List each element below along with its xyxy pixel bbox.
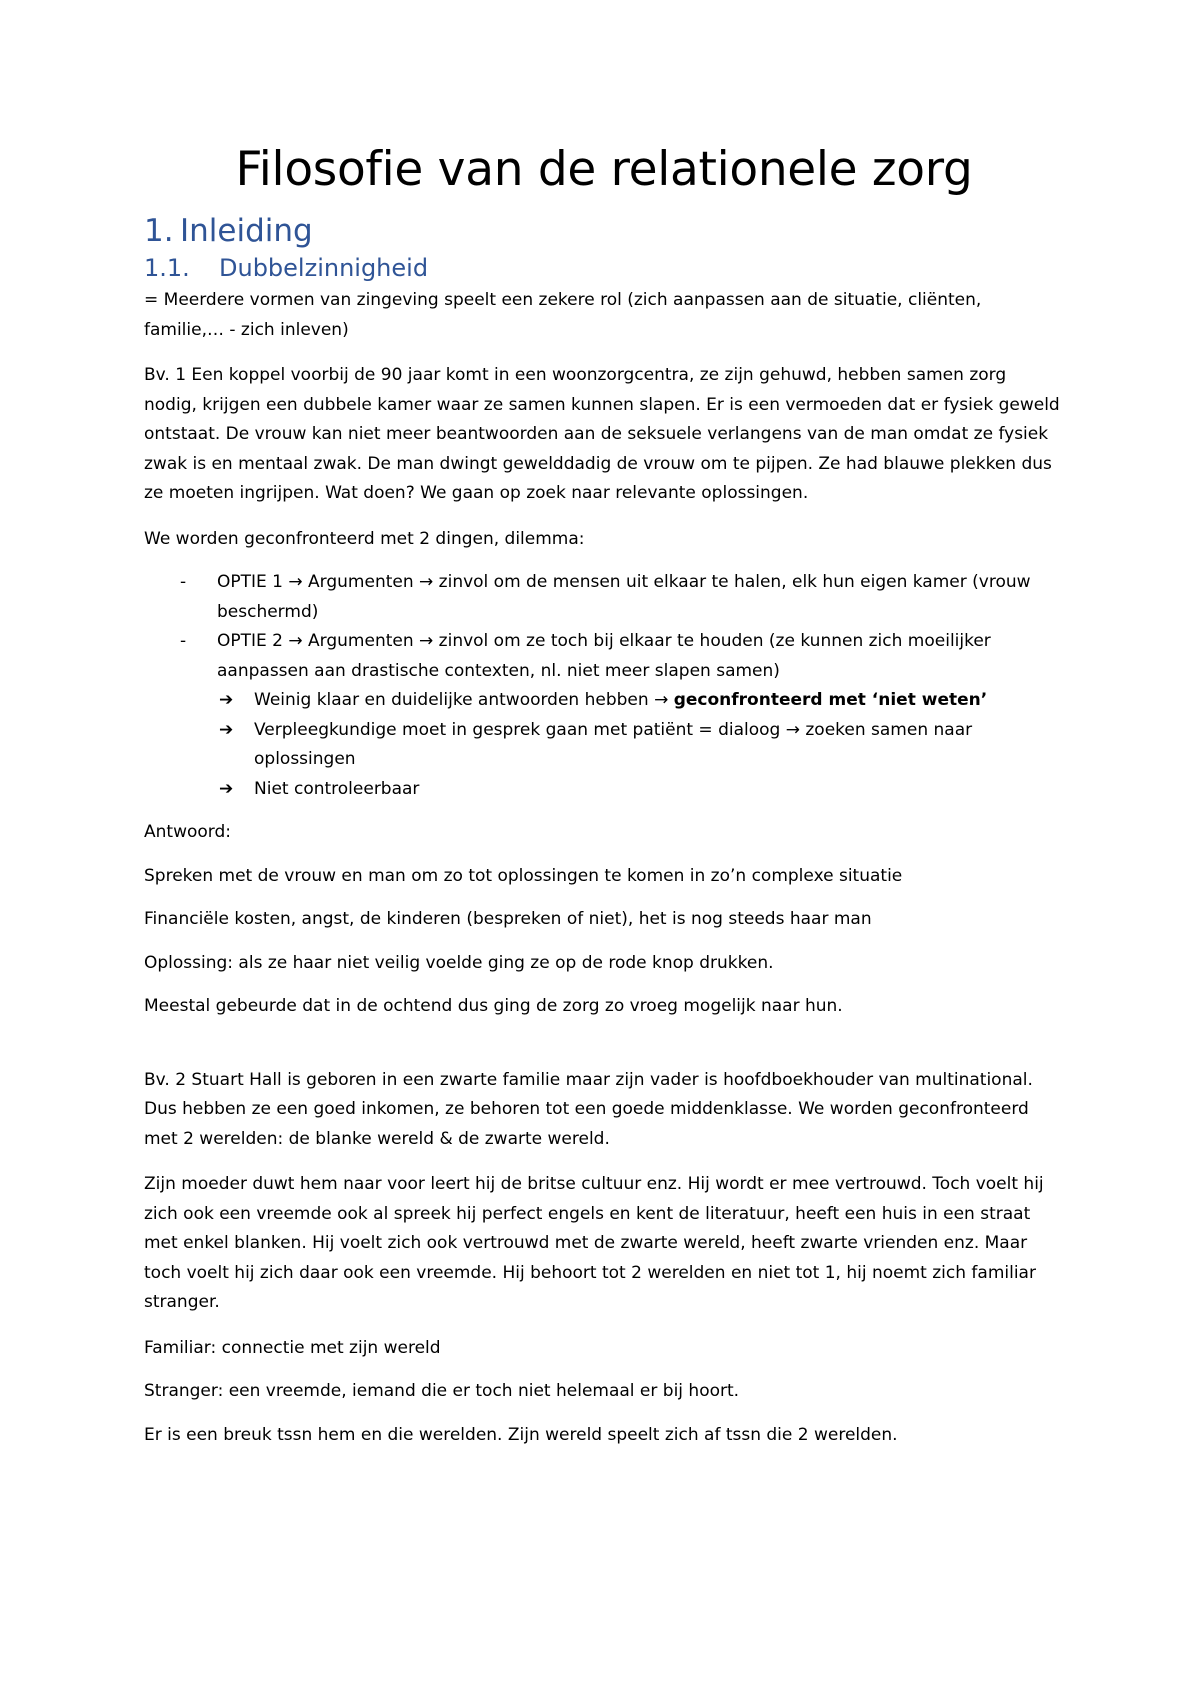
stranger-definition: Stranger: een vreemde, iemand die er toch niet helemaal er bij hoort. xyxy=(144,1381,740,1401)
definition-paragraph: = Meerdere vormen van zingeving speelt een zekere rol (zich aanpassen aan de situatie, cliënten, familie,… - zich inleven) xyxy=(144,290,982,340)
list-item xyxy=(144,627,1064,686)
arrow-item-3-text: Niet controleerbaar xyxy=(254,778,420,799)
arrow-bullet-icon: ➔ xyxy=(219,690,234,710)
arrow-item-2-text: Verpleegkundige moet in gesprek gaan met patiënt = dialoog → zoeken samen naar oplossingen xyxy=(254,719,973,769)
subheading-dubbelzinnigheid xyxy=(144,252,1064,284)
dash-bullet: - xyxy=(180,572,187,592)
answer-paragraph-2: Financiële kosten, angst, de kinderen (bespreken of niet), het is nog steeds haar man xyxy=(144,909,872,929)
heading-text: Inleiding xyxy=(180,213,313,249)
arrow-bullet-icon: ➔ xyxy=(219,778,234,799)
dilemma-intro: We worden geconfronteerd met 2 dingen, dilemma: xyxy=(144,528,585,549)
option-1-text: OPTIE 1 → Argumenten → zinvol om de mensen uit elkaar te halen, elk hun eigen kamer (vrouw beschermd) xyxy=(217,572,1031,622)
answer-paragraph-3: Oplossing: als ze haar niet veilig voelde ging ze op de rode knop drukken. xyxy=(144,952,774,973)
heading-inleiding xyxy=(144,212,1064,250)
answer-paragraph-1: Spreken met de vrouw en man om zo tot oplossingen te komen in zo’n complexe situatie xyxy=(144,865,903,886)
dash-bullet: - xyxy=(180,631,187,651)
arrow-item-1-bold: geconfronteerd met ‘niet weten’ xyxy=(673,690,988,710)
options-list xyxy=(144,568,1064,804)
document-title: Filosofie van de relationele zorg xyxy=(235,142,973,197)
list-item xyxy=(144,775,1064,805)
list-item xyxy=(144,716,1064,775)
arrow-item-1-text: Weinig klaar en duidelijke antwoorden hebben → xyxy=(254,690,674,710)
stuart-hall-paragraph: Zijn moeder duwt hem naar voor leert hij de britse cultuur enz. Hij wordt er mee vertrouwd. Toch voelt hij zich ook een vreemde ook al spreek hij perfect engels en kent de literatuur, heeft een huis in een straat met enkel blanken. Hij voelt zich ook vertrouwd met de zwarte wereld, heeft zwarte vrienden enz. Maar toch voelt hij zich daar ook een vreemde. Hij behoort tot 2 werelden en niet tot 1, hij noemt zich familiar stranger. xyxy=(144,1174,1044,1312)
subheading-text: Dubbelzinnigheid xyxy=(219,254,429,282)
blank-line xyxy=(144,1036,1064,1066)
answer-paragraph-4: Meestal gebeurde dat in de ochtend dus ging de zorg zo vroeg mogelijk naar hun. xyxy=(144,996,843,1016)
arrow-bullet-icon: ➔ xyxy=(219,719,234,740)
list-item xyxy=(144,686,1064,716)
example-1-paragraph: Bv. 1 Een koppel voorbij de 90 jaar komt in een woonzorgcentra, ze zijn gehuwd, hebben samen zorg nodig, krijgen een dubbele kamer waar ze samen kunnen slapen. Er is een vermoeden dat er fysiek geweld ontstaat. De vrouw kan niet meer beantwoorden aan de seksuele verlangens van de man omdat ze fysiek zwak is en mentaal zwak. De man dwingt gewelddadig de vrouw om te pijpen. Ze had blauwe plekken dus ze moeten ingrijpen. Wat doen? We gaan op zoek naar relevante oplossingen. xyxy=(144,365,1060,503)
document-body xyxy=(144,140,1064,1464)
subheading-number: 1.1. xyxy=(144,254,190,282)
familiar-definition: Familiar: connectie met zijn wereld xyxy=(144,1337,441,1358)
conclusion-paragraph: Er is een breuk tssn hem en die werelden. Zijn wereld speelt zich af tssn die 2 werelden. xyxy=(144,1424,898,1445)
option-2-text: OPTIE 2 → Argumenten → zinvol om ze toch bij elkaar te houden (ze kunnen zich moeilijker aanpassen aan drastische contexten, nl. niet meer slapen samen) xyxy=(217,631,991,681)
example-2-paragraph: Bv. 2 Stuart Hall is geboren in een zwarte familie maar zijn vader is hoofdboekhouder van multinational. Dus hebben ze een goed inkomen, ze behoren tot een goede middenklasse. We worden geconfronteerd met 2 werelden: de blanke wereld & de zwarte wereld. xyxy=(144,1069,1033,1149)
list-item xyxy=(144,568,1064,627)
antwoord-label: Antwoord: xyxy=(144,822,231,842)
heading-number: 1. xyxy=(144,213,174,249)
